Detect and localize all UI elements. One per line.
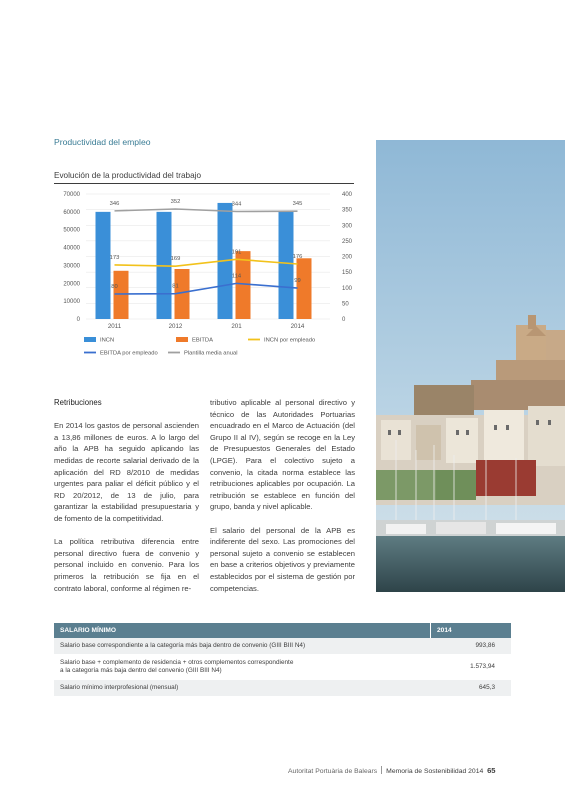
legend-label: Plantilla media anual (184, 350, 238, 357)
section-title: Productividad del empleo (54, 137, 151, 147)
table-row-label: Salario mínimo interprofesional (mensual) (60, 684, 179, 691)
legend-label: EBITDA por empleado (100, 350, 158, 357)
y-left-tick-label: 50000 (63, 227, 80, 234)
data-label: 352 (170, 199, 181, 205)
footer-org: Autoritat Portuària de Balears (288, 768, 378, 775)
table-row (54, 680, 511, 697)
bar-incn (279, 212, 294, 319)
data-label: 346 (109, 200, 120, 207)
y-right-tick-label: 300 (342, 223, 353, 230)
chart-title-rule (54, 183, 354, 184)
data-label: 173 (109, 254, 120, 261)
data-label: 191 (231, 249, 242, 256)
x-tick-label: 201 (231, 323, 242, 330)
chart-title: Evolución de la productividad del trabajo (54, 171, 202, 180)
right-text-column (210, 397, 355, 606)
table-row (54, 655, 511, 680)
data-label: 81 (172, 283, 179, 290)
page-footer (288, 766, 496, 775)
productivity-chart (50, 186, 360, 366)
ibiza-harbor-image (376, 140, 565, 592)
left-paragraph-2: La política retributiva diferencia entre personal directivo fuera de convenio y personal incluido en convenio. Para los primeros la retribución se fija en el contrato laboral, conforme al régimen re- (54, 537, 199, 593)
legend-label: INCN (100, 337, 115, 344)
retribuciones-heading: Retribuciones (54, 398, 102, 407)
footer-memo: Memoria de Sostenibilidad 2014 (386, 768, 484, 775)
minimum-salary-table (54, 623, 511, 697)
table-row-label: Salario base correspondiente a la categoría más baja dentro de convenio (GIII BIII N4) (60, 642, 306, 649)
table-row-value: 1.573,94 (470, 663, 495, 670)
data-label: 114 (231, 273, 242, 280)
line-ebitda-por-empleado (115, 283, 298, 294)
y-left-tick-label: 70000 (63, 192, 80, 198)
right-paragraph-1: tributivo aplicable al personal directivo y técnico de las Autoridades Portuarias encuadrado en el Marco de Actuación (del Grupo II al IV), según se recoge en la Ley de Presupuestos Generales del Estado (LPGE). Para el colectivo sujeto a convenio, la citada norma establece las retribuciones aplicables por ocupación. La retribución se establece en función del grupo, banda y nivel aplicable. (210, 398, 355, 512)
y-right-tick-label: 0 (342, 317, 346, 323)
left-paragraph-1: En 2014 los gastos de personal ascienden a 13,86 millones de euros. A lo largo del año la APB ha seguido aplicando las medidas de recorte salarial derivado de la aplicación del RD 8/2010 de medidas urgentes para paliar el déficit público y el RD 20/2012, de 13 de julio, para garantizar la estabilidad presupuestaria y de fomento de la competitividad. (54, 421, 199, 523)
table-row-value: 993,86 (475, 642, 495, 649)
table-row (54, 638, 511, 655)
table-header (54, 623, 511, 638)
x-tick-label: 2014 (290, 323, 305, 330)
table-row-label-line: a la categoría más baja dentro del convenio (GIII BIII N4) (60, 667, 222, 674)
table-row-value: 645,3 (479, 684, 495, 691)
table-row-label (54, 655, 421, 679)
harbor-photo (376, 140, 565, 592)
y-left-tick-label: 10000 (63, 299, 80, 306)
y-left-tick-label: 30000 (63, 263, 80, 270)
bar-incn (96, 212, 111, 319)
legend-swatch (176, 337, 188, 342)
table-header-label: SALARIO MÍNIMO (60, 627, 117, 634)
x-tick-label: 2011 (107, 323, 122, 330)
y-left-tick-label: 60000 (63, 209, 80, 216)
data-label: 169 (170, 256, 181, 263)
data-label: 99 (294, 278, 301, 285)
right-paragraph-2: El salario del personal de la APB es indiferente del sexo. Las promociones del personal sujeto a convenio se establecen en base a criterios objetivos y previamente establecidos por el sistema de gestión por competencias. (210, 525, 355, 593)
y-right-tick-label: 250 (342, 238, 353, 245)
y-left-tick-label: 40000 (63, 245, 80, 252)
bar-ebitda (297, 258, 312, 319)
legend-label: INCN por empleado (264, 337, 316, 344)
footer-separator (381, 766, 382, 774)
legend-label: EBITDA (192, 337, 213, 344)
data-label: 80 (111, 284, 118, 290)
y-left-tick-label: 0 (76, 317, 80, 323)
y-right-tick-label: 200 (342, 254, 353, 261)
table-header-year: 2014 (430, 623, 511, 638)
table-row-label-line: Salario base + complemento de residencia + otros complementos correspondiente (60, 659, 294, 666)
y-left-tick-label: 20000 (63, 281, 80, 288)
bar-ebitda (114, 271, 129, 319)
x-tick-label: 2012 (168, 323, 183, 330)
y-right-tick-label: 50 (342, 301, 349, 308)
y-right-tick-label: 400 (342, 192, 353, 198)
data-label: 176 (292, 254, 303, 260)
data-label: 345 (292, 201, 303, 208)
legend-swatch (84, 337, 96, 342)
y-right-tick-label: 100 (342, 285, 353, 292)
page-number: 65 (487, 766, 496, 775)
left-text-column (54, 397, 199, 606)
y-right-tick-label: 150 (342, 270, 353, 277)
data-label: 344 (231, 201, 242, 208)
line-incn-por-empleado (115, 259, 298, 266)
y-right-tick-label: 350 (342, 207, 353, 214)
